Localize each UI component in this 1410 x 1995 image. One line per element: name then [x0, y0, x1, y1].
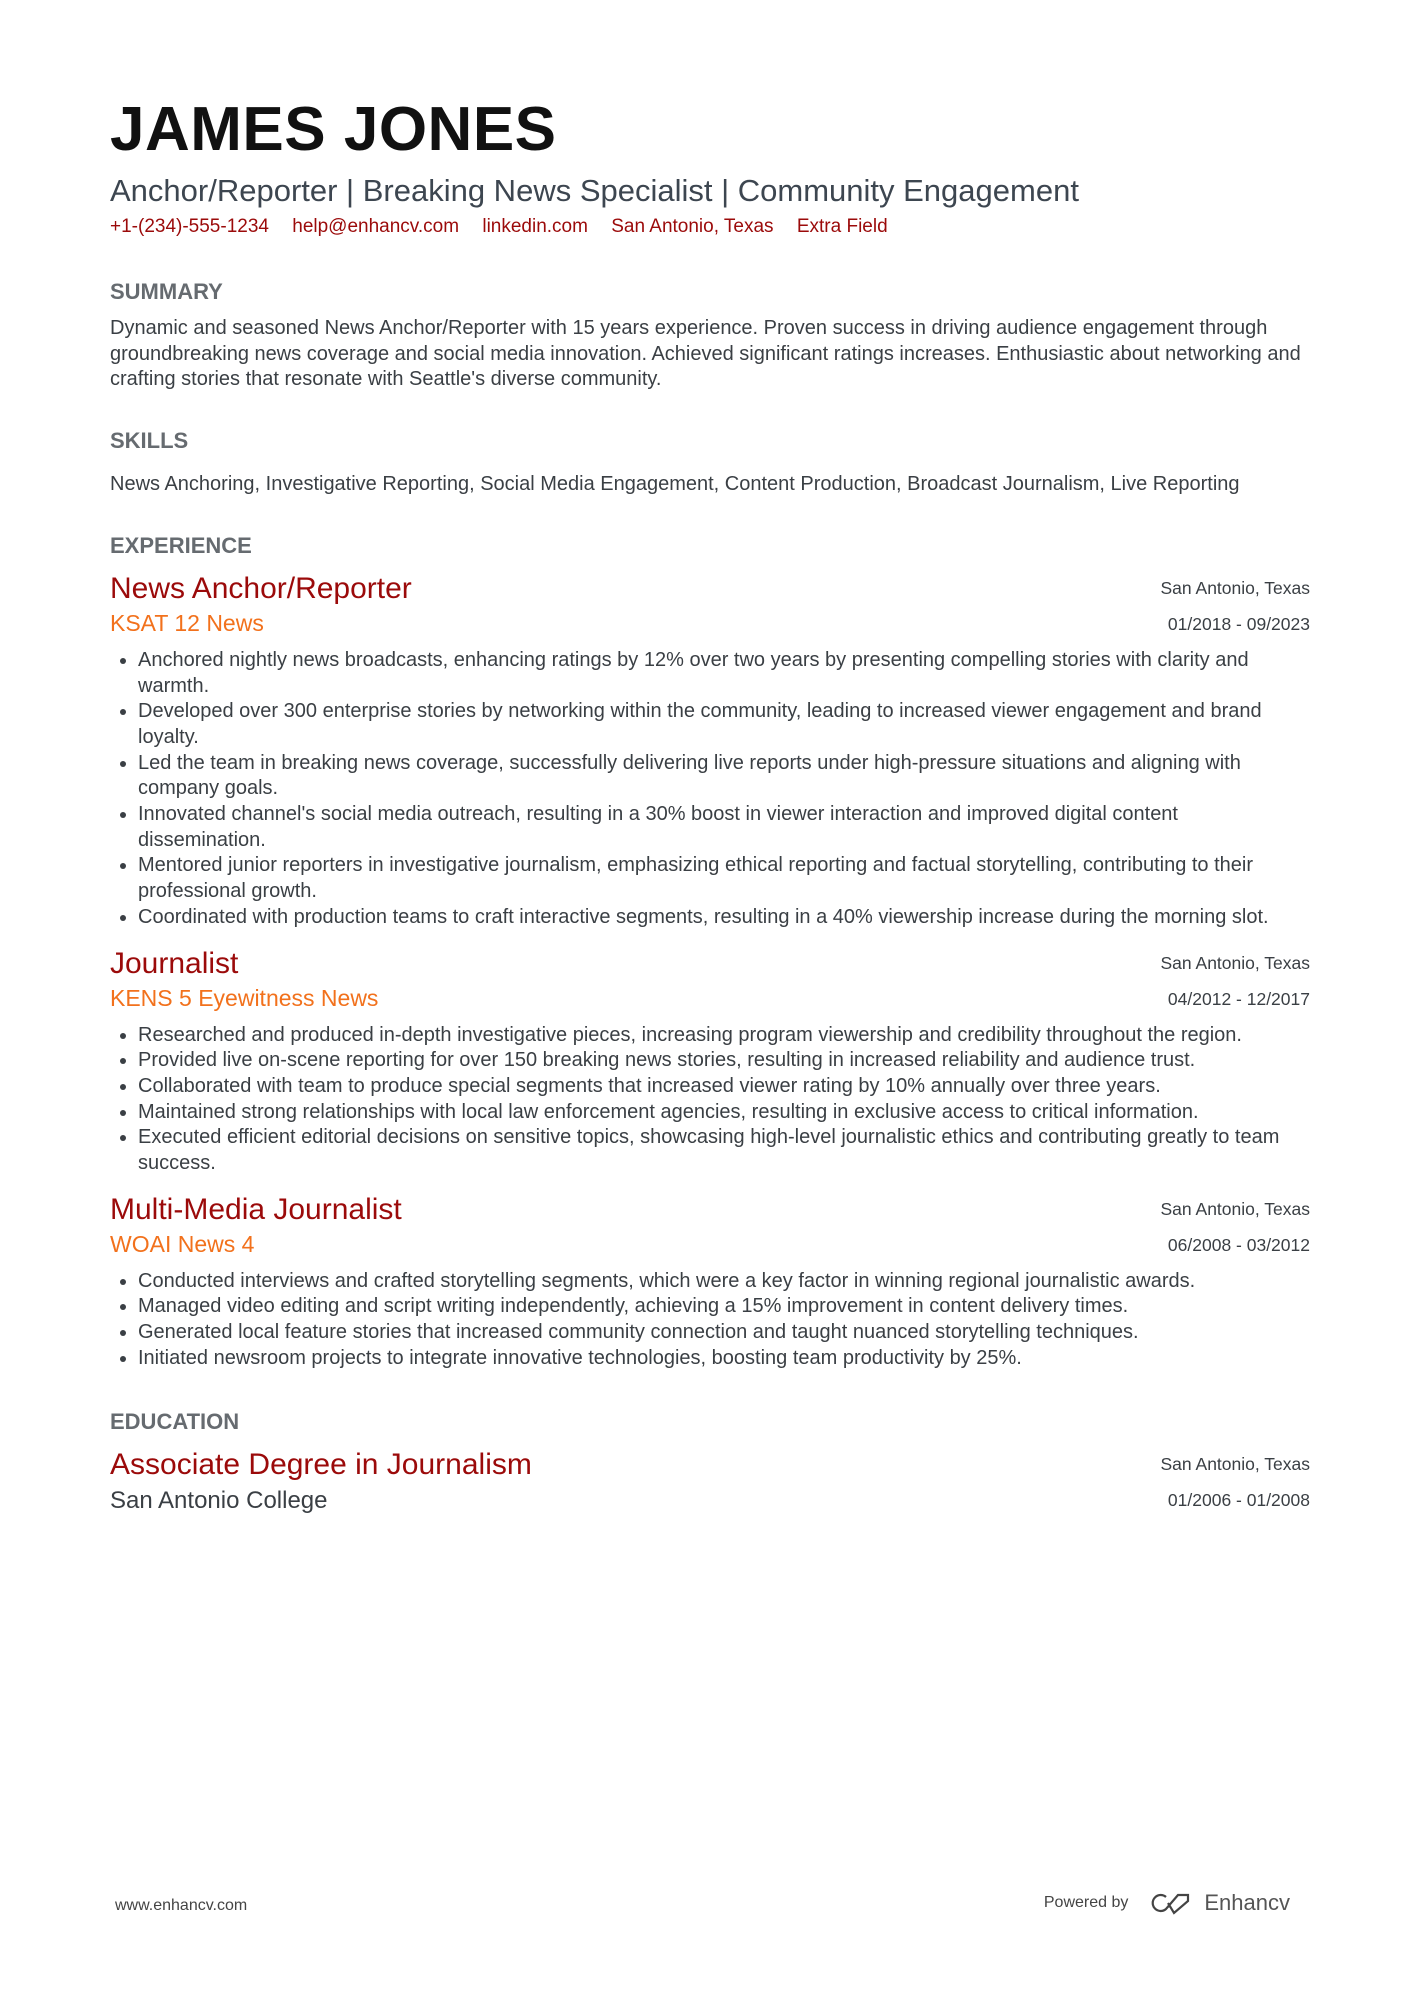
- company-name: KSAT 12 News: [110, 609, 264, 636]
- candidate-name: JAMES JONES: [110, 95, 557, 164]
- job-bullets: [110, 648, 1310, 931]
- phone-link[interactable]: +1-(234)-555-1234: [110, 216, 269, 237]
- experience-list: [110, 570, 1310, 1372]
- job-bullets: [110, 1269, 1310, 1372]
- job-bullet: • Maintained strong relationships with local law enforcement agencies, resulting in exclusive access to critical information.: [138, 1100, 1310, 1126]
- enhancv-logo[interactable]: [1148, 1890, 1290, 1916]
- school: San Antonio College: [110, 1486, 328, 1514]
- education-dates: 01/2006 - 01/2008: [1167, 1489, 1310, 1510]
- location: San Antonio, Texas: [611, 216, 774, 237]
- job-bullet: • Provided live on-scene reporting for over 150 breaking news stories, resulting in increased reliability and audience trust.: [138, 1048, 1310, 1074]
- job-bullet: • Innovated channel's social media outreach, resulting in a 30% boost in viewer interaction and improved digital content dissemination.: [138, 802, 1310, 853]
- job-bullet: • Researched and produced in-depth investigative pieces, increasing program viewership and credibility throughout the region.: [138, 1023, 1310, 1049]
- powered-by-label: Powered by: [1043, 1894, 1129, 1911]
- company-name: WOAI News 4: [110, 1230, 255, 1257]
- job-bullet: • Coordinated with production teams to craft interactive segments, resulting in a 40% viewership increase during the morning slot.: [138, 905, 1310, 931]
- job-dates: 06/2008 - 03/2012: [1167, 1234, 1310, 1255]
- linkedin-link[interactable]: linkedin.com: [482, 216, 588, 237]
- job-dates: 01/2018 - 09/2023: [1167, 613, 1310, 634]
- job-bullet: • Executed efficient editorial decisions on sensitive topics, showcasing high-level journalistic ethics and contributing greatly to team success.: [138, 1125, 1310, 1176]
- job-title: Journalist: [110, 946, 239, 980]
- job-entry: [110, 945, 1310, 1177]
- summary-text: Dynamic and seasoned News Anchor/Reporter with 15 years experience. Proven success in driving audience engagement through groundbreaking news coverage and social media innovation. Achieved significant ratings increases. Enthusiastic about networking and crafting stories that resonate with Seattle's diverse community.: [110, 317, 1301, 391]
- education-location: San Antonio, Texas: [1160, 1453, 1310, 1474]
- job-bullet: • Conducted interviews and crafted storytelling segments, which were a key factor in winning regional journalistic awards.: [138, 1269, 1310, 1295]
- footer-branding: [1044, 1890, 1290, 1916]
- skills-heading: SKILLS: [110, 428, 189, 454]
- experience-heading: EXPERIENCE: [110, 532, 252, 558]
- brand-name: Enhancv: [1204, 1890, 1290, 1915]
- summary-heading: SUMMARY: [110, 279, 223, 304]
- job-bullet: • Generated local feature stories that increased community connection and taught nuanced storytelling techniques.: [138, 1320, 1310, 1346]
- job-bullets: [110, 1023, 1310, 1177]
- job-title: News Anchor/Reporter: [110, 571, 412, 605]
- job-bullet: • Initiated newsroom projects to integrate innovative technologies, boosting team productivity by 25%.: [138, 1346, 1310, 1372]
- email-link[interactable]: help@enhancv.com: [292, 216, 460, 237]
- headline: Anchor/Reporter | Breaking News Specialist | Community Engagement: [110, 173, 1079, 208]
- footer-website[interactable]: www.enhancv.com: [115, 1897, 248, 1914]
- job-dates: 04/2012 - 12/2017: [1167, 988, 1310, 1009]
- skills-text: News Anchoring, Investigative Reporting, Social Media Engagement, Content Production, Broadcast Journalism, Live Reporting: [110, 473, 1240, 496]
- enhancv-logo-icon: [1148, 1891, 1194, 1915]
- job-entry: [110, 570, 1310, 931]
- job-location: San Antonio, Texas: [1160, 1198, 1310, 1219]
- job-title: Multi-Media Journalist: [110, 1192, 402, 1226]
- education-entry: [110, 1446, 1310, 1518]
- job-entry: [110, 1191, 1310, 1372]
- job-bullet: • Collaborated with team to produce special segments that increased viewer rating by 10% annually over three years.: [138, 1074, 1310, 1100]
- degree: Associate Degree in Journalism: [110, 1447, 532, 1481]
- education-heading: EDUCATION: [110, 1408, 240, 1434]
- job-bullet: • Anchored nightly news broadcasts, enhancing ratings by 12% over two years by presenting compelling stories with clarity and warmth.: [138, 648, 1310, 699]
- extra-field: Extra Field: [796, 216, 888, 237]
- job-location: San Antonio, Texas: [1160, 577, 1310, 598]
- job-bullet: • Mentored junior reporters in investigative journalism, emphasizing ethical reporting and factual storytelling, contributing to their professional growth.: [138, 853, 1310, 904]
- company-name: KENS 5 Eyewitness News: [110, 984, 379, 1011]
- job-bullet: • Developed over 300 enterprise stories by networking within the community, leading to increased viewer engagement and brand loyalty.: [138, 699, 1310, 750]
- contact-bar: [110, 214, 1310, 240]
- job-bullet: • Managed video editing and script writing independently, achieving a 15% improvement in content delivery times.: [138, 1294, 1310, 1320]
- job-location: San Antonio, Texas: [1160, 952, 1310, 973]
- job-bullet: • Led the team in breaking news coverage, successfully delivering live reports under high-pressure situations and aligning with company goals.: [138, 751, 1310, 802]
